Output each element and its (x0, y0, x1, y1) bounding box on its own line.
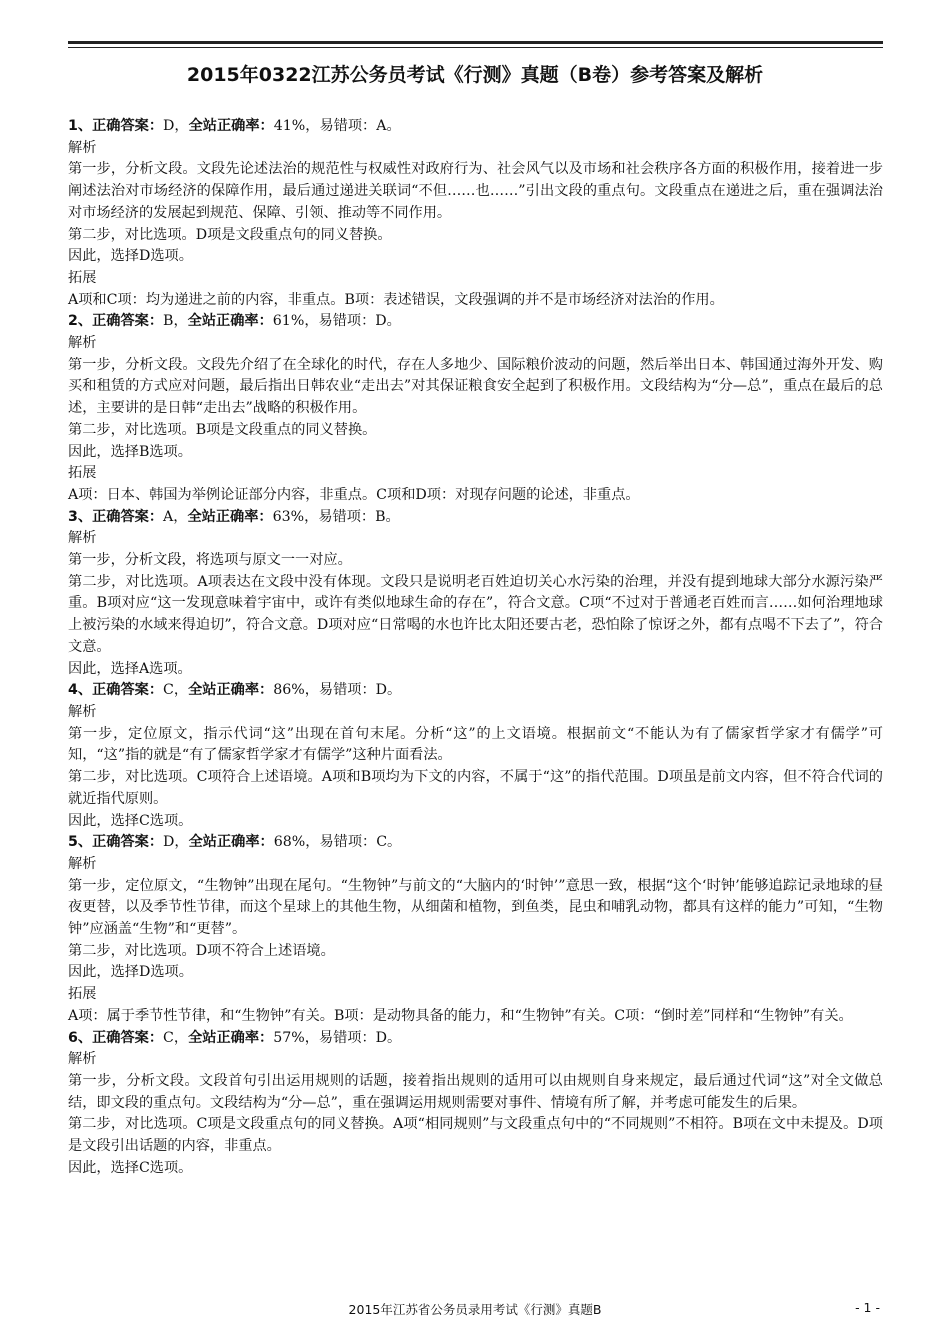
rate-value: 68%，易错项：C。 (273, 834, 402, 851)
analysis-paragraph: 第一步，分析文段，将选项与原文一一对应。 (68, 552, 352, 569)
rate-value: 41%，易错项：A。 (273, 118, 401, 134)
question-block (68, 507, 883, 681)
analysis-paragraph: 第二步，对比选项。D项是文段重点句的同义替换。 (68, 226, 392, 243)
rate-value: 61%，易错项：D。 (272, 313, 401, 330)
analysis-paragraph: 第二步，对比选项。A项表达在文段中没有体现。文段只是说明老百姓迫切关心水污染的治理，并没有提到地球大部分水源污染严重。B项对应“这一发现意味着宇宙中，或许有类似地球生命的存在”，符合文意。C项“不过对于普通老百姓而言……如何治理地球上被污染的水域来得迫切”，符合文意。D项对应“日常喝的水也许比太阳还要古老，恐怕除了惊讶之外，都有点喝不下去了”，符合文意。 (68, 573, 883, 655)
footer-title: 2015年江苏省公务员录用考试《行测》真题B (348, 1302, 602, 1317)
extension-heading: 拓展 (68, 986, 97, 1003)
question-number: 1、 (68, 118, 93, 134)
analysis-paragraph: 第一步，定位原文，“生物钟”出现在尾句。“生物钟”与前文的“大脑内的‘时钟’”意思一致，根据“这个‘时钟’能够追踪记录地球的昼夜更替，以及季节性节律，而这个星球上的其他生物，从细菌和植物，到鱼类，昆虫和哺乳动物，都具有这样的能力”可知，“生物钟”应涵盖“生物”和“更替”。 (68, 877, 883, 938)
extension-heading: 拓展 (68, 269, 97, 286)
extension-paragraph: A项：日本、韩国为举例论证部分内容，非重点。C项和D项：对现存问题的论述，非重点。 (68, 486, 640, 503)
rate-label: 全站正确率： (187, 508, 273, 525)
rate-label: 全站正确率： (188, 682, 274, 699)
analysis-paragraph: 第一步，分析文段。文段先论述法治的规范性与权威性对政府行为、社会风气以及市场和社会秩序各方面的积极作用，接着进一步阐述法治对市场经济的保障作用，最后通过递进关联词“不但……也……”引出文段的重点句。文段重点在递进之后，重在强调法治对市场经济的发展起到规范、保障、引领、推动等不同作用。 (68, 161, 883, 221)
analysis-paragraph: 因此，选择C选项。 (68, 1159, 193, 1176)
extension-paragraph: A项：属于季节性节律，和“生物钟”有关。B项：是动物具备的能力，和“生物钟”有关。C项：“倒时差”同样和“生物钟”有关。 (68, 1007, 853, 1024)
analysis-paragraph: 第二步，对比选项。C项是文段重点句的同义替换。A项“相同规则”与文段重点句中的“不同规则”不相符。B项在文中未提及。D项是文段引出话题的内容，非重点。 (68, 1116, 883, 1155)
question-block (68, 116, 883, 311)
analysis-paragraph: 第二步，对比选项。B项是文段重点的同义替换。 (68, 421, 377, 438)
question-block (68, 832, 883, 1027)
rate-label: 全站正确率： (188, 118, 274, 134)
analysis-paragraph: 第一步，分析文段。文段首句引出运用规则的话题，接着指出规则的适用可以由规则自身来规定，最后通过代词“这”对全文做总结，即文段的重点句。文段结构为“分—总”，重在强调运用规则需要对事件、情境有所了解，并考虑可能发生的后果。 (68, 1072, 883, 1111)
question-block (68, 680, 883, 832)
rate-label: 全站正确率： (187, 313, 273, 330)
analysis-paragraph: 因此，选择A选项。 (68, 660, 192, 677)
analysis-paragraph: 因此，选择C选项。 (68, 812, 193, 829)
analysis-heading: 解析 (68, 530, 97, 547)
question-header (68, 832, 883, 854)
answer-value: C， (163, 682, 189, 699)
analysis-paragraph: 因此，选择B选项。 (68, 443, 192, 460)
answer-label: 正确答案： (92, 682, 164, 699)
answer-label: 正确答案： (92, 508, 164, 525)
answer-label: 正确答案： (92, 313, 164, 330)
question-block (68, 311, 883, 506)
question-number: 5、 (68, 834, 93, 851)
answer-value: D， (163, 118, 189, 134)
analysis-paragraph: 第一步，定位原文，指示代词“这”出现在首句末尾。分析“这”的上文语境。根据前文“不能认为有了儒家哲学家才有儒学”可知，“这”指的就是“有了儒家哲学家才有儒学”这种片面看法。 (68, 725, 883, 764)
rate-label: 全站正确率： (188, 1029, 274, 1046)
analysis-heading: 解析 (68, 1051, 97, 1068)
question-number: 6、 (68, 1029, 93, 1046)
analysis-heading: 解析 (68, 335, 97, 352)
question-header (68, 1028, 883, 1050)
answer-value: C， (163, 1029, 189, 1046)
analysis-paragraph: 因此，选择D选项。 (68, 964, 193, 981)
answer-value: B， (163, 313, 188, 330)
analysis-paragraph: 第二步，对比选项。D项不符合上述语境。 (68, 942, 335, 959)
answer-label: 正确答案： (92, 834, 164, 851)
header-rule-thin (68, 47, 883, 48)
question-header (68, 680, 883, 702)
answer-label: 正确答案： (92, 1029, 164, 1046)
header-rule-thick (68, 41, 883, 44)
question-header (68, 311, 883, 333)
analysis-paragraph: 第一步，分析文段。文段先介绍了在全球化的时代，存在人多地少、国际粮价波动的问题，然后举出日本、韩国通过海外开发、购买和租赁的方式应对问题，最后指出日韩农业“走出去”对其保证粮食安全起到了积极作用。文段结构为“分—总”，重点在最后的总述，主要讲的是日韩“走出去”战略的积极作用。 (68, 356, 883, 417)
rate-value: 57%，易错项：D。 (273, 1029, 402, 1046)
question-header (68, 116, 883, 138)
question-number: 4、 (68, 682, 93, 699)
page-number: - 1 - (855, 1300, 880, 1315)
question-header (68, 507, 883, 529)
analysis-paragraph: 第二步，对比选项。C项符合上述语境。A项和B项均为下文的内容，不属于“这”的指代范围。D项虽是前文内容，但不符合代词的就近指代原则。 (68, 769, 883, 807)
rate-value: 86%，易错项：D。 (273, 682, 402, 699)
analysis-heading: 解析 (68, 139, 97, 156)
question-number: 2、 (68, 313, 93, 330)
question-number: 3、 (68, 508, 93, 525)
extension-paragraph: A项和C项：均为递进之前的内容，非重点。B项：表述错误，文段强调的并不是市场经济对法治的作用。 (68, 291, 724, 308)
answer-value: D， (163, 834, 189, 851)
analysis-paragraph: 因此，选择D选项。 (68, 248, 193, 265)
analysis-heading: 解析 (68, 703, 97, 720)
extension-heading: 拓展 (68, 465, 97, 482)
analysis-heading: 解析 (68, 855, 97, 872)
page-title: 2015年0322江苏公务员考试《行测》真题（B卷）参考答案及解析 (186, 64, 764, 86)
rate-label: 全站正确率： (188, 834, 274, 851)
answer-value: A， (163, 508, 188, 525)
question-block (68, 1028, 883, 1180)
rate-value: 63%，易错项：B。 (272, 508, 400, 525)
answer-label: 正确答案： (92, 118, 164, 134)
answer-list (68, 116, 883, 1179)
